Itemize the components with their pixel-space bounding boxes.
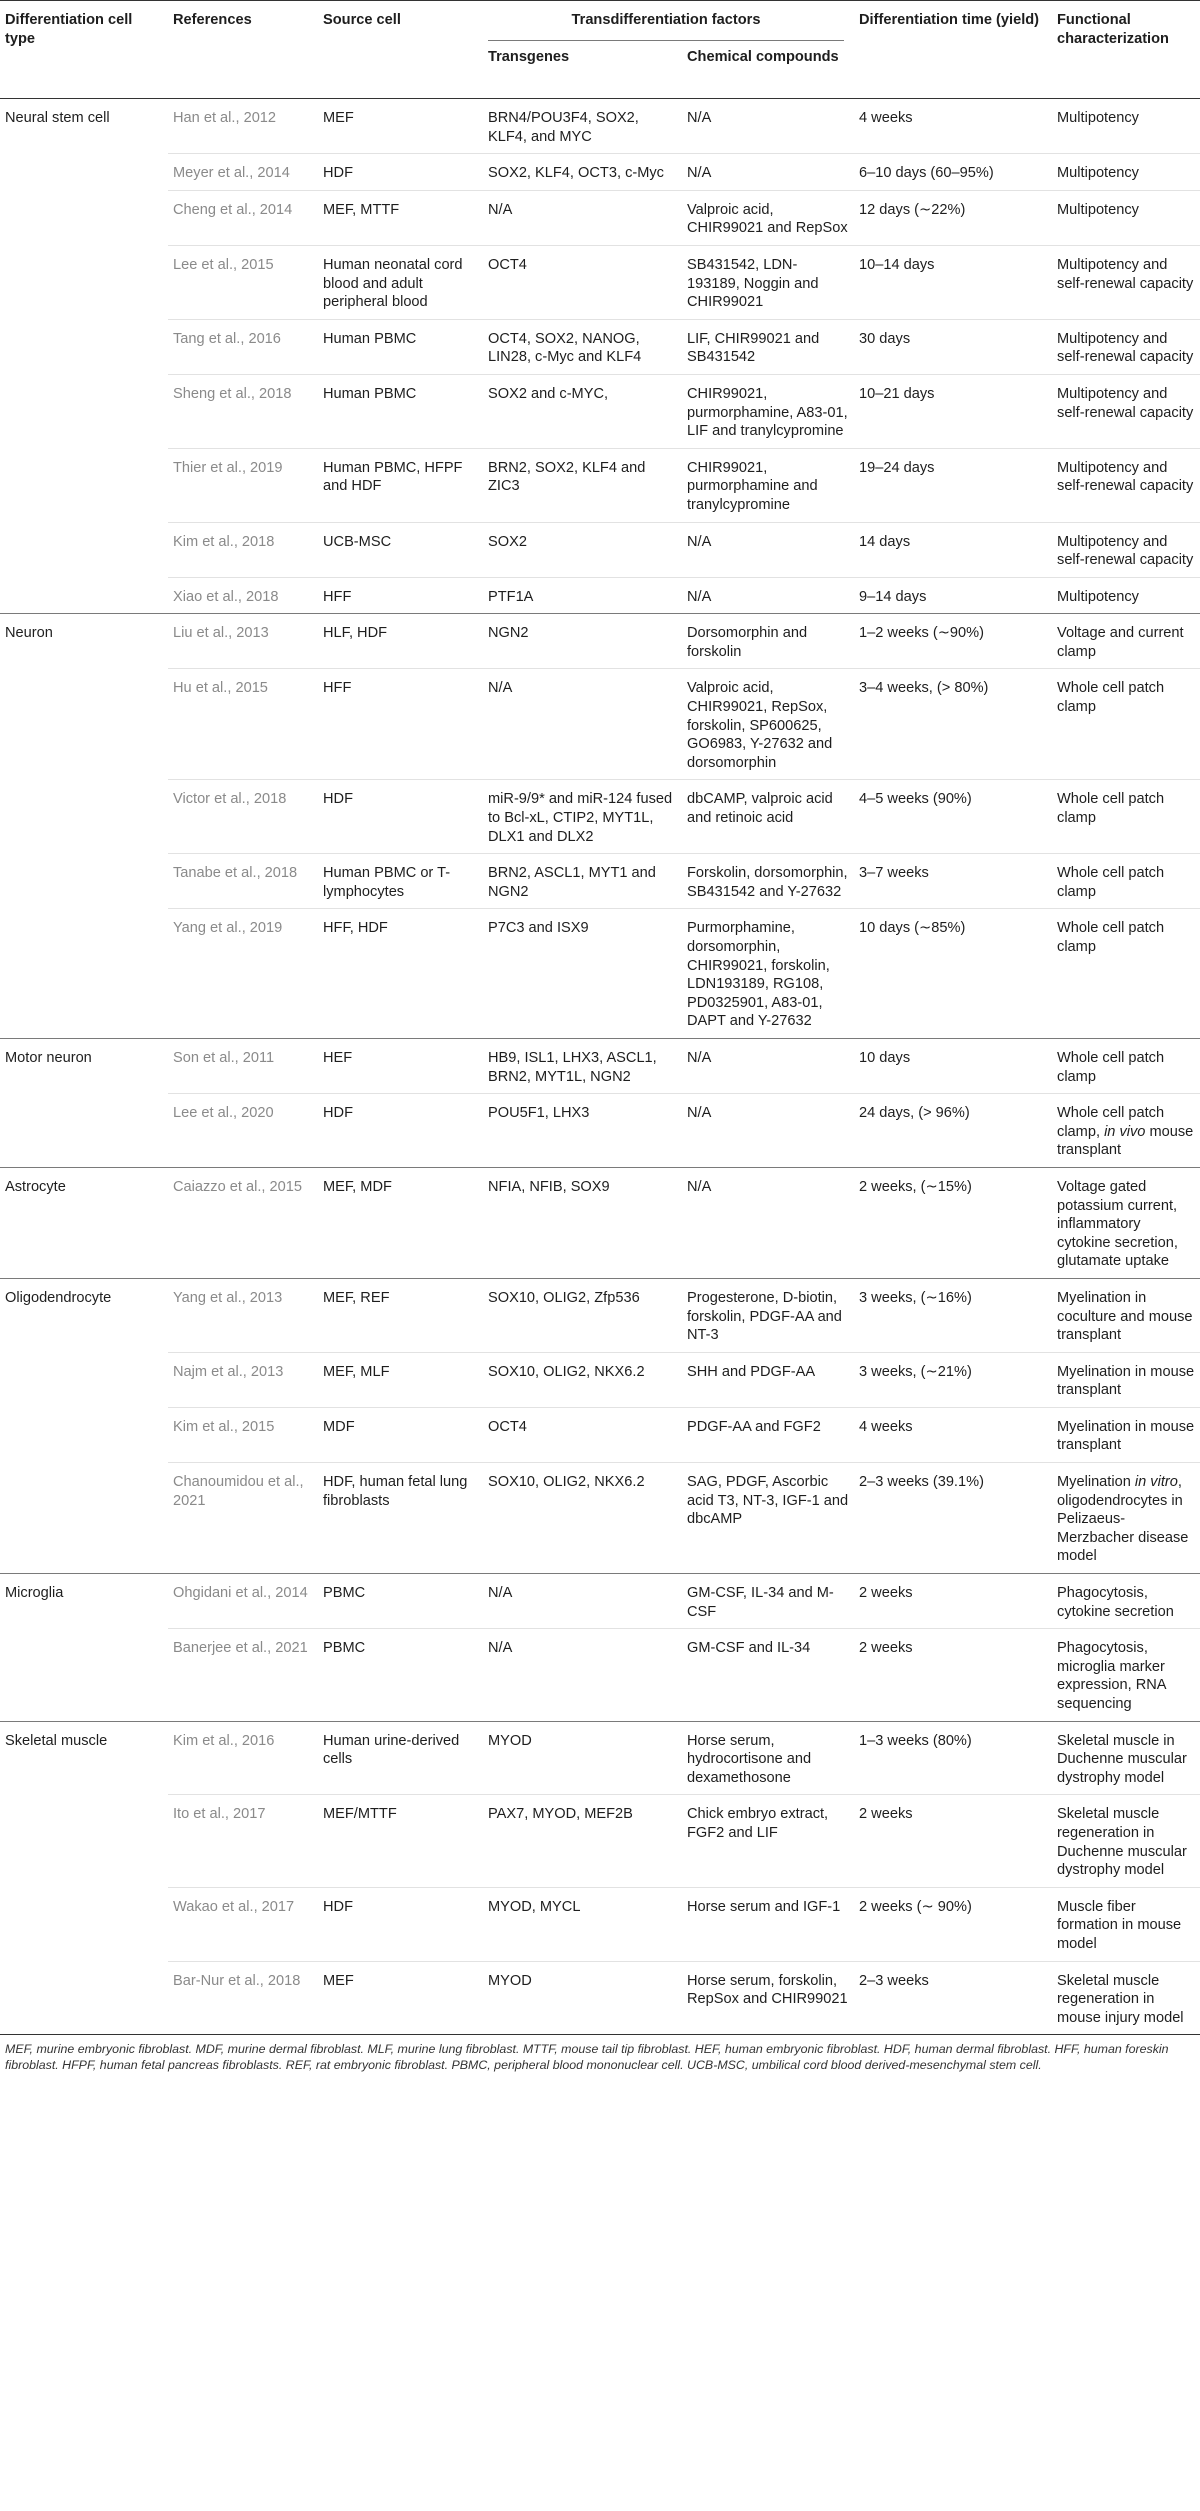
transgenes-cell: PAX7, MYOD, MEF2B	[483, 1795, 682, 1887]
empty-cell	[0, 909, 168, 1039]
function-italic-text: in vivo	[1104, 1123, 1146, 1140]
reference-cell: Kim et al., 2015	[168, 1407, 318, 1462]
reference-cell: Victor et al., 2018	[168, 780, 318, 854]
chemicals-cell: SAG, PDGF, Ascorbic acid T3, NT-3, IGF-1 and dbcAMP	[682, 1463, 854, 1574]
chemicals-cell: Valproic acid, CHIR99021 and RepSox	[682, 190, 854, 245]
cell-type-cell: Neuron	[0, 614, 168, 669]
function-cell: Phagocytosis, microglia marker expression, RNA sequencing	[1052, 1629, 1200, 1721]
reference-cell: Thier et al., 2019	[168, 448, 318, 522]
transgenes-cell: BRN2, SOX2, KLF4 and ZIC3	[483, 448, 682, 522]
cell-type-cell: Neural stem cell	[5, 110, 110, 126]
time-cell: 3 weeks, (∼21%)	[854, 1352, 1052, 1407]
transgenes-cell: SOX10, OLIG2, NKX6.2	[483, 1463, 682, 1574]
chemicals-cell: Horse serum and IGF-1	[682, 1887, 854, 1961]
chemicals-cell: Forskolin, dorsomorphin, SB431542 and Y-27632	[682, 854, 854, 909]
reference-cell: Sheng et al., 2018	[168, 374, 318, 448]
empty-cell	[0, 448, 168, 522]
chemicals-cell: N/A	[687, 110, 712, 126]
reference-cell: Yang et al., 2013	[168, 1278, 318, 1352]
transgenes-cell: N/A	[483, 669, 682, 780]
function-text: Whole cell patch clamp,	[1057, 1105, 1165, 1140]
empty-cell	[0, 245, 168, 319]
table-row	[0, 1038, 1200, 1093]
table-footnote: MEF, murine embryonic fibroblast. MDF, murine dermal fibroblast. MLF, murine lung fibroblast. MTTF, mouse tail tip fibroblast. HEF, human embryonic fibroblast. HDF, human dermal fibroblast. HFF, human foreskin fibroblast. HFPF, human fetal pancreas fibroblasts. REF, rat embryonic fibroblast. PBMC, peripheral blood mononuclear cell. UCB-MSC, umbilical cord blood derived-mesenchymal stem cell.	[5, 2042, 1169, 2072]
transgenes-cell: SOX2	[483, 522, 682, 577]
source-cell: Human PBMC	[318, 374, 483, 448]
function-cell	[1052, 1463, 1200, 1574]
chemicals-cell: Horse serum, hydrocortisone and dexamethosone	[682, 1721, 854, 1795]
header-factors	[483, 1, 854, 46]
function-cell: Myelination in mouse transplant	[1052, 1352, 1200, 1407]
time-cell: 30 days	[854, 319, 1052, 374]
transgenes-cell: P7C3 and ISX9	[483, 909, 682, 1039]
source-cell: HDF	[318, 1094, 483, 1168]
empty-cell	[0, 1795, 168, 1887]
reference-cell: Cheng et al., 2014	[168, 190, 318, 245]
source-cell: PBMC	[318, 1629, 483, 1721]
function-text-tail: , oligodendrocytes in Pelizaeus-Merzbacher disease model	[1057, 1474, 1189, 1565]
table-row	[0, 577, 1200, 614]
function-cell: Multipotency	[1052, 190, 1200, 245]
reference-cell: Hu et al., 2015	[168, 669, 318, 780]
source-cell: MEF, MLF	[318, 1352, 483, 1407]
transgenes-cell: OCT4	[483, 245, 682, 319]
function-cell	[1052, 1094, 1200, 1168]
table-row	[0, 99, 1200, 154]
table-row	[0, 319, 1200, 374]
source-cell: HDF	[318, 780, 483, 854]
source-cell: Human neonatal cord blood and adult peripheral blood	[318, 245, 483, 319]
table-row	[0, 1278, 1200, 1352]
transgenes-cell: SOX2 and c-MYC,	[483, 374, 682, 448]
transgenes-cell: POU5F1, LHX3	[483, 1094, 682, 1168]
time-cell: 4 weeks	[859, 110, 913, 126]
chemicals-cell: SHH and PDGF-AA	[682, 1352, 854, 1407]
reference-cell: Han et al., 2012	[173, 110, 277, 126]
time-cell: 10–21 days	[854, 374, 1052, 448]
chemicals-cell: GM-CSF and IL-34	[682, 1629, 854, 1721]
empty-cell	[0, 522, 168, 577]
function-cell: Whole cell patch clamp	[1052, 854, 1200, 909]
time-cell: 1–2 weeks (∼90%)	[854, 614, 1052, 669]
transgenes-cell: HB9, ISL1, LHX3, ASCL1, BRN2, MYT1L, NGN2	[483, 1038, 682, 1093]
source-cell: Human PBMC or T-lymphocytes	[318, 854, 483, 909]
reference-cell: Meyer et al., 2014	[168, 154, 318, 191]
chemicals-cell: N/A	[682, 1167, 854, 1278]
source-cell: Human urine-derived cells	[318, 1721, 483, 1795]
time-cell: 10 days (∼85%)	[854, 909, 1052, 1039]
reference-cell: Tang et al., 2016	[168, 319, 318, 374]
function-text: Myelination	[1057, 1474, 1135, 1491]
table-row	[0, 374, 1200, 448]
empty-cell	[0, 1094, 168, 1168]
source-cell: MEF	[323, 110, 354, 126]
table-row	[0, 614, 1200, 669]
function-cell: Multipotency and self-renewal capacity	[1052, 319, 1200, 374]
empty-cell	[0, 374, 168, 448]
table-row	[0, 1094, 1200, 1168]
empty-cell	[0, 1961, 168, 2035]
chemicals-cell: LIF, CHIR99021 and SB431542	[682, 319, 854, 374]
function-cell: Skeletal muscle regeneration in mouse injury model	[1052, 1961, 1200, 2035]
time-cell: 12 days (∼22%)	[854, 190, 1052, 245]
source-cell: MEF/MTTF	[318, 1795, 483, 1887]
header-source-cell: Source cell	[323, 12, 401, 28]
chemicals-cell: PDGF-AA and FGF2	[682, 1407, 854, 1462]
function-cell: Voltage gated potassium current, inflammatory cytokine secretion, glutamate uptake	[1052, 1167, 1200, 1278]
time-cell: 6–10 days (60–95%)	[854, 154, 1052, 191]
function-cell: Multipotency and self-renewal capacity	[1052, 448, 1200, 522]
reference-cell: Banerjee et al., 2021	[168, 1629, 318, 1721]
function-cell: Myelination in coculture and mouse transplant	[1052, 1278, 1200, 1352]
time-cell: 3 weeks, (∼16%)	[854, 1278, 1052, 1352]
cell-type-cell: Motor neuron	[0, 1038, 168, 1093]
chemicals-cell: CHIR99021, purmorphamine and tranylcypromine	[682, 448, 854, 522]
cell-type-cell: Skeletal muscle	[0, 1721, 168, 1795]
empty-cell	[0, 1629, 168, 1721]
table-row	[0, 909, 1200, 1039]
transgenes-cell: N/A	[483, 190, 682, 245]
table-row	[0, 154, 1200, 191]
empty-cell	[0, 154, 168, 191]
table-row	[0, 1167, 1200, 1278]
source-cell: PBMC	[318, 1574, 483, 1629]
table-row	[0, 190, 1200, 245]
time-cell: 10–14 days	[854, 245, 1052, 319]
reference-cell: Chanoumidou et al., 2021	[168, 1463, 318, 1574]
cell-type-cell: Microglia	[0, 1574, 168, 1629]
transgenes-cell: N/A	[483, 1629, 682, 1721]
chemicals-cell: GM-CSF, IL-34 and M-CSF	[682, 1574, 854, 1629]
time-cell: 2 weeks	[854, 1629, 1052, 1721]
source-cell: HDF	[318, 1887, 483, 1961]
header-references: References	[173, 12, 252, 28]
function-cell: Skeletal muscle regeneration in Duchenne muscular dystrophy model	[1052, 1795, 1200, 1887]
transgenes-cell: NGN2	[483, 614, 682, 669]
reference-cell: Tanabe et al., 2018	[168, 854, 318, 909]
function-cell: Myelination in mouse transplant	[1052, 1407, 1200, 1462]
transgenes-cell: BRN2, ASCL1, MYT1 and NGN2	[483, 854, 682, 909]
source-cell: Human PBMC	[318, 319, 483, 374]
time-cell: 4–5 weeks (90%)	[854, 780, 1052, 854]
header-transgenes: Transgenes	[488, 49, 570, 65]
function-cell: Voltage and current clamp	[1052, 614, 1200, 669]
table-row	[0, 1463, 1200, 1574]
source-cell: MEF, MDF	[318, 1167, 483, 1278]
empty-cell	[0, 1352, 168, 1407]
table-row	[0, 522, 1200, 577]
function-cell: Multipotency and self-renewal capacity	[1052, 374, 1200, 448]
empty-cell	[0, 854, 168, 909]
chemicals-cell: CHIR99021, purmorphamine, A83-01, LIF and tranylcypromine	[682, 374, 854, 448]
chemicals-cell: Dorsomorphin and forskolin	[682, 614, 854, 669]
table-row	[0, 1961, 1200, 2035]
function-text-tail: mouse transplant	[1057, 1123, 1194, 1159]
function-cell: Multipotency and self-renewal capacity	[1052, 522, 1200, 577]
function-italic-text: in vitro	[1134, 1474, 1178, 1491]
time-cell: 4 weeks	[854, 1407, 1052, 1462]
source-cell: HDF	[318, 154, 483, 191]
header-factors-label: Transdifferentiation factors	[488, 11, 844, 41]
source-cell: MEF	[318, 1961, 483, 2035]
table-body	[0, 99, 1200, 2035]
chemicals-cell: N/A	[682, 522, 854, 577]
source-cell: Human PBMC, HFPF and HDF	[318, 448, 483, 522]
transgenes-cell: OCT4, SOX2, NANOG, LIN28, c-Myc and KLF4	[483, 319, 682, 374]
time-cell: 2 weeks	[854, 1574, 1052, 1629]
time-cell: 2–3 weeks (39.1%)	[854, 1463, 1052, 1574]
table-row	[0, 448, 1200, 522]
header-time: Differentiation time (yield)	[859, 12, 1040, 28]
reference-cell: Wakao et al., 2017	[168, 1887, 318, 1961]
reference-cell: Son et al., 2011	[168, 1038, 318, 1093]
transgenes-cell: SOX2, KLF4, OCT3, c-Myc	[483, 154, 682, 191]
empty-cell	[0, 577, 168, 614]
empty-cell	[0, 319, 168, 374]
reference-cell: Kim et al., 2016	[168, 1721, 318, 1795]
source-cell: HFF, HDF	[318, 909, 483, 1039]
transgenes-cell: miR-9/9* and miR-124 fused to Bcl-xL, CTIP2, MYT1L, DLX1 and DLX2	[483, 780, 682, 854]
source-cell: HEF	[318, 1038, 483, 1093]
reference-cell: Yang et al., 2019	[168, 909, 318, 1039]
time-cell: 3–7 weeks	[854, 854, 1052, 909]
transgenes-cell: MYOD, MYCL	[483, 1887, 682, 1961]
table-row	[0, 245, 1200, 319]
function-cell: Multipotency and self-renewal capacity	[1052, 245, 1200, 319]
table-row	[0, 1887, 1200, 1961]
function-cell: Skeletal muscle in Duchenne muscular dystrophy model	[1052, 1721, 1200, 1795]
empty-cell	[0, 1407, 168, 1462]
transgenes-cell: SOX10, OLIG2, Zfp536	[483, 1278, 682, 1352]
function-cell: Whole cell patch clamp	[1052, 669, 1200, 780]
time-cell: 14 days	[854, 522, 1052, 577]
source-cell: HFF	[318, 577, 483, 614]
time-cell: 1–3 weeks (80%)	[854, 1721, 1052, 1795]
transgenes-cell: SOX10, OLIG2, NKX6.2	[483, 1352, 682, 1407]
reference-cell: Lee et al., 2020	[168, 1094, 318, 1168]
chemicals-cell: N/A	[682, 1038, 854, 1093]
source-cell: HFF	[318, 669, 483, 780]
chemicals-cell: N/A	[682, 577, 854, 614]
transgenes-cell: NFIA, NFIB, SOX9	[483, 1167, 682, 1278]
time-cell: 10 days	[854, 1038, 1052, 1093]
reference-cell: Xiao et al., 2018	[168, 577, 318, 614]
table-row	[0, 669, 1200, 780]
transgenes-cell: PTF1A	[483, 577, 682, 614]
function-cell: Whole cell patch clamp	[1052, 1038, 1200, 1093]
function-cell: Multipotency	[1052, 577, 1200, 614]
table-row	[0, 780, 1200, 854]
transgenes-cell: BRN4/POU3F4, SOX2, KLF4, and MYC	[488, 110, 639, 145]
chemicals-cell: N/A	[682, 1094, 854, 1168]
transgenes-cell: MYOD	[483, 1721, 682, 1795]
table-row	[0, 1407, 1200, 1462]
chemicals-cell: Progesterone, D-biotin, forskolin, PDGF-AA and NT-3	[682, 1278, 854, 1352]
chemicals-cell: Chick embryo extract, FGF2 and LIF	[682, 1795, 854, 1887]
reference-cell: Najm et al., 2013	[168, 1352, 318, 1407]
cell-type-cell: Astrocyte	[0, 1167, 168, 1278]
empty-cell	[0, 669, 168, 780]
table-row	[0, 1629, 1200, 1721]
source-cell: HDF, human fetal lung fibroblasts	[318, 1463, 483, 1574]
reference-cell: Ohgidani et al., 2014	[168, 1574, 318, 1629]
function-cell: Multipotency	[1057, 110, 1139, 126]
chemicals-cell: dbCAMP, valproic acid and retinoic acid	[682, 780, 854, 854]
source-cell: UCB-MSC	[318, 522, 483, 577]
chemicals-cell: N/A	[682, 154, 854, 191]
transgenes-cell: OCT4	[483, 1407, 682, 1462]
source-cell: MEF, REF	[318, 1278, 483, 1352]
reference-cell: Caiazzo et al., 2015	[168, 1167, 318, 1278]
empty-cell	[0, 780, 168, 854]
table-row	[0, 1721, 1200, 1795]
table-row	[0, 854, 1200, 909]
time-cell: 19–24 days	[854, 448, 1052, 522]
table-row	[0, 1795, 1200, 1887]
function-cell: Muscle fiber formation in mouse model	[1052, 1887, 1200, 1961]
time-cell: 2 weeks, (∼15%)	[854, 1167, 1052, 1278]
chemicals-cell: Horse serum, forskolin, RepSox and CHIR99021	[682, 1961, 854, 2035]
empty-cell	[0, 190, 168, 245]
time-cell: 2 weeks	[854, 1795, 1052, 1887]
source-cell: HLF, HDF	[318, 614, 483, 669]
table-row	[0, 1574, 1200, 1629]
function-cell: Whole cell patch clamp	[1052, 780, 1200, 854]
chemicals-cell: SB431542, LDN-193189, Noggin and CHIR99021	[682, 245, 854, 319]
time-cell: 3–4 weeks, (> 80%)	[854, 669, 1052, 780]
source-cell: MEF, MTTF	[318, 190, 483, 245]
function-cell: Multipotency	[1052, 154, 1200, 191]
empty-cell	[0, 1887, 168, 1961]
header-function: Functional characterization	[1057, 12, 1169, 47]
reference-cell: Kim et al., 2018	[168, 522, 318, 577]
transgenes-cell: MYOD	[483, 1961, 682, 2035]
table-header	[0, 1, 1200, 99]
source-cell: MDF	[318, 1407, 483, 1462]
cell-type-cell: Oligodendrocyte	[0, 1278, 168, 1352]
header-cell-type: Differentiation cell type	[5, 12, 133, 47]
reference-cell: Bar-Nur et al., 2018	[168, 1961, 318, 2035]
reference-cell: Liu et al., 2013	[168, 614, 318, 669]
function-cell: Whole cell patch clamp	[1052, 909, 1200, 1039]
time-cell: 2 weeks (∼ 90%)	[854, 1887, 1052, 1961]
reference-cell: Ito et al., 2017	[168, 1795, 318, 1887]
time-cell: 9–14 days	[854, 577, 1052, 614]
header-chemicals: Chemical compounds	[687, 49, 839, 65]
transgenes-cell: N/A	[483, 1574, 682, 1629]
chemicals-cell: Valproic acid, CHIR99021, RepSox, forskolin, SP600625, GO6983, Y-27632 and dorsomorphin	[682, 669, 854, 780]
time-cell: 24 days, (> 96%)	[854, 1094, 1052, 1168]
table-row	[0, 1352, 1200, 1407]
function-cell: Phagocytosis, cytokine secretion	[1052, 1574, 1200, 1629]
chemicals-cell: Purmorphamine, dorsomorphin, CHIR99021, forskolin, LDN193189, RG108, PD0325901, A83-01, DAPT and Y-27632	[682, 909, 854, 1039]
time-cell: 2–3 weeks	[854, 1961, 1052, 2035]
empty-cell	[0, 1463, 168, 1574]
reference-cell: Lee et al., 2015	[168, 245, 318, 319]
